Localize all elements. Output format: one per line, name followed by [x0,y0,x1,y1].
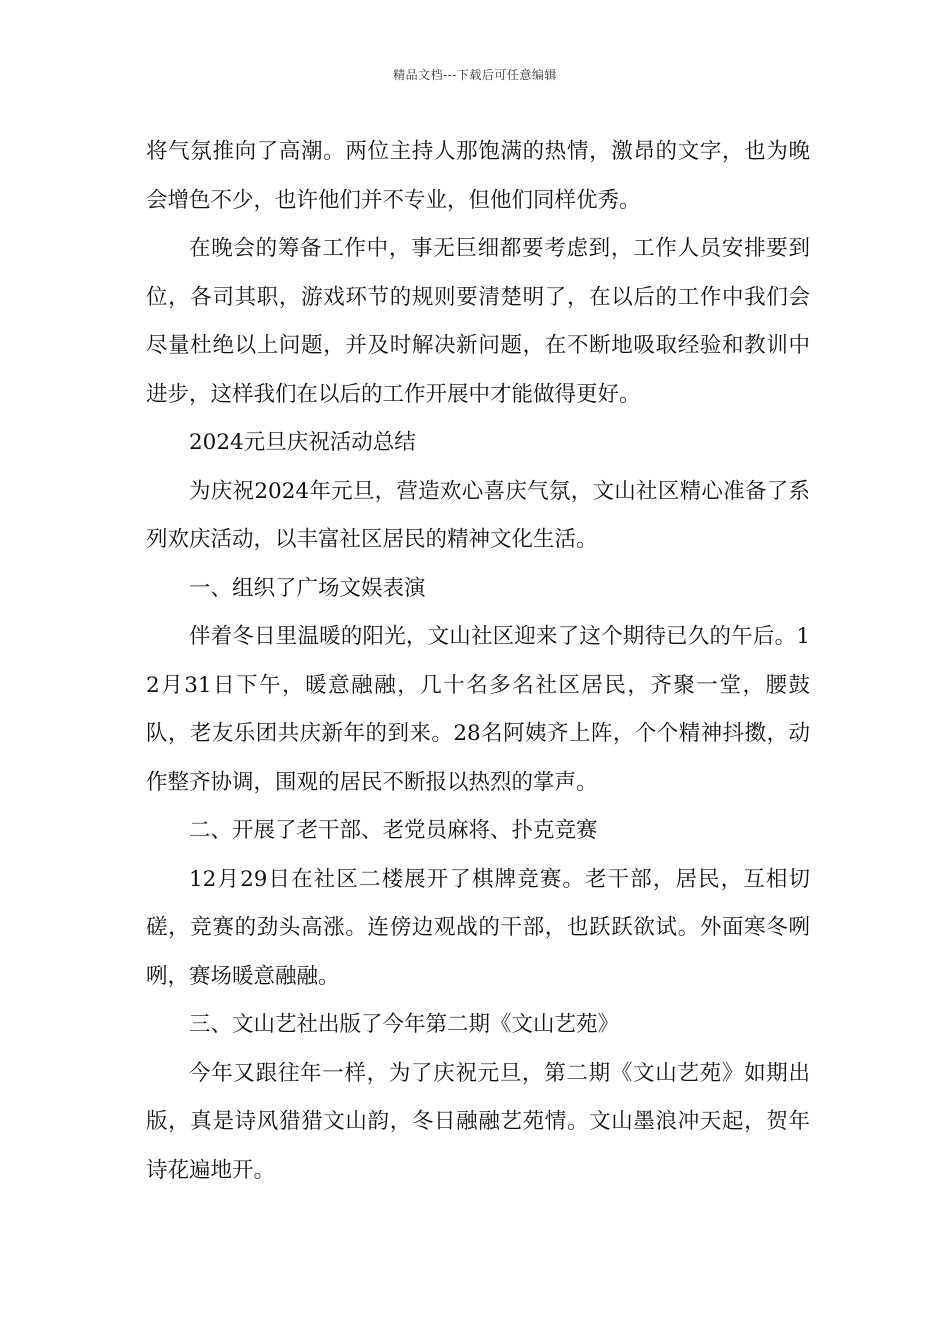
paragraph-1: 将气氛推向了高潮。两位主持人那饱满的热情，激昂的文字，也为晚会增色不少，也许他们并不专业，但他们同样优秀。 [146,139,810,213]
paragraph-heading-3-body: 今年又跟往年一样，为了庆祝元旦，第二期《文山艺苑》如期出版，真是诗风猎猎文山韵，冬日融融艺苑情。文山墨浪冲天起，贺年诗花遍地开。 [146,1060,810,1183]
document-body [146,128,810,1195]
heading-2: 二、开展了老干部、老党员麻将、扑克竞赛 [189,818,598,843]
heading-3: 三、文山艺社出版了今年第二期《文山艺苑》 [189,1012,620,1037]
paragraph-2: 在晚会的筹备工作中，事无巨细都要考虑到，工作人员安排要到位，各司其职，游戏环节的规则要清楚明了，在以后的工作中我们会尽量杜绝以上问题，并及时解决新问题，在不断地吸取经验和教训中进步，这样我们在以后的工作开展中才能做得更好。 [146,236,810,407]
paragraph-heading-1-body: 伴着冬日里温暖的阳光，文山社区迎来了这个期待已久的午后。12月31日下午，暖意融融，几十名多名社区居民，齐聚一堂，腰鼓队，老友乐团共庆新年的到来。28名阿姨齐上阵，个个精神抖擞，动作整齐协调，围观的居民不断报以热烈的掌声。 [146,624,810,795]
section-title: 2024元旦庆祝活动总结 [189,430,416,455]
paragraph-heading-2-body: 12月29日在社区二楼展开了棋牌竞赛。老干部，居民，互相切磋，竞赛的劲头高涨。连傍边观战的干部，也跃跃欲试。外面寒冬咧咧，赛场暖意融融。 [146,866,810,989]
page-header: 精品文档---下载后可任意编辑 [393,68,557,82]
paragraph-intro: 为庆祝2024年元旦，营造欢心喜庆气氛，文山社区精心准备了系列欢庆活动，以丰富社区居民的精神文化生活。 [146,478,810,552]
heading-1: 一、组织了广场文娱表演 [189,575,426,601]
